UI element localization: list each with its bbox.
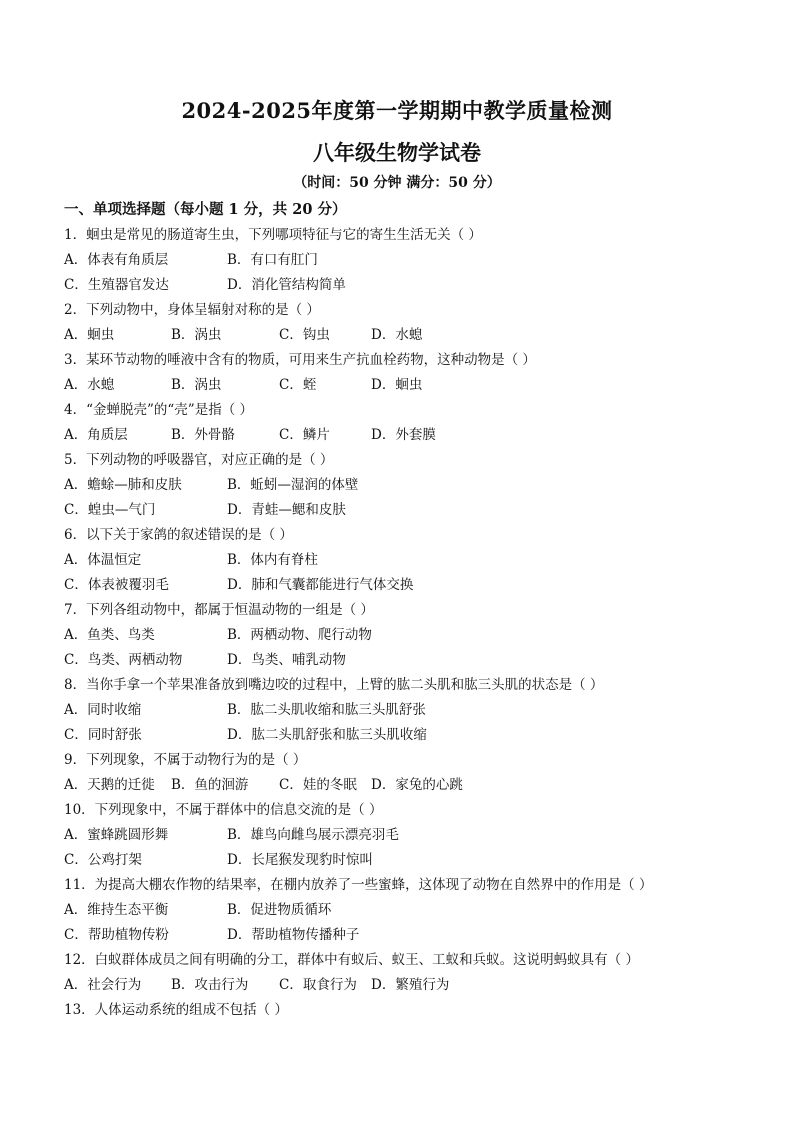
option-c: C．娃的冬眠 (279, 777, 357, 793)
option-a: A．社会行为 (64, 977, 142, 993)
option-a: A．蟾蜍—肺和皮肤 (64, 477, 182, 493)
option-row (64, 823, 754, 848)
option-b: B．鱼的洄游 (171, 777, 249, 793)
question-stem: 5．下列动物的呼吸器官，对应正确的是（ ） (64, 452, 334, 468)
option-c: C．取食行为 (279, 977, 357, 993)
option-row (64, 248, 754, 273)
time-note: （时间：50 分钟 满分：50 分） (293, 175, 501, 191)
option-a: A．鱼类、鸟类 (64, 627, 155, 643)
option-a: A．蛔虫 (64, 327, 115, 343)
question-stem: 1．蛔虫是常见的肠道寄生虫，下列哪项特征与它的寄生生活无关（ ） (64, 227, 482, 243)
option-c: C．钩虫 (279, 327, 330, 343)
question-2 (64, 298, 754, 348)
option-row (64, 423, 754, 448)
exam-subtitle: 八年级生物学试卷 (313, 140, 481, 165)
option-d: D．家兔的心跳 (371, 777, 463, 793)
question-3 (64, 348, 754, 398)
option-b: B．雄鸟向雌鸟展示漂亮羽毛 (227, 827, 399, 843)
option-row (64, 973, 754, 998)
option-a: A．体表有角质层 (64, 252, 169, 268)
option-d: D．鸟类、哺乳动物 (227, 652, 346, 668)
option-b: B．涡虫 (171, 377, 222, 393)
option-c: C．公鸡打架 (64, 852, 142, 868)
question-stem: 13．人体运动系统的组成不包括（ ） (64, 1002, 288, 1018)
option-c: C．蛭 (279, 377, 317, 393)
question-stem: 7．下列各组动物中，都属于恒温动物的一组是（ ） (64, 602, 374, 618)
option-row (64, 373, 754, 398)
question-4 (64, 398, 754, 448)
option-c: C．蝗虫—气门 (64, 502, 156, 518)
option-a: A．蜜蜂跳圆形舞 (64, 827, 169, 843)
option-row (64, 698, 754, 723)
question-11 (64, 873, 754, 948)
option-d: D．帮助植物传播种子 (227, 927, 360, 943)
option-d: D．水螅 (371, 327, 423, 343)
option-c: C．体表被覆羽毛 (64, 577, 169, 593)
option-row (64, 773, 754, 798)
option-row (64, 473, 754, 498)
option-row (64, 498, 754, 523)
option-d: D．青蛙—鳃和皮肤 (227, 502, 346, 518)
option-d: D．肺和气囊都能进行气体交换 (227, 577, 414, 593)
option-b: B．促进物质循环 (227, 902, 332, 918)
option-c: C．鳞片 (279, 427, 330, 443)
option-b: B．有口有肛门 (227, 252, 318, 268)
option-d: D．外套膜 (371, 427, 436, 443)
option-b: B．外骨骼 (171, 427, 235, 443)
question-9 (64, 748, 754, 798)
question-stem: 10．下列现象中，不属于群体中的信息交流的是（ ） (64, 802, 383, 818)
option-b: B．肱二头肌收缩和肱三头肌舒张 (227, 702, 426, 718)
option-b: B．攻击行为 (171, 977, 249, 993)
option-a: A．水螅 (64, 377, 115, 393)
question-stem: 8．当你手拿一个苹果准备放到嘴边咬的过程中，上臂的肱二头肌和肱三头肌的状态是（ ） (64, 677, 604, 693)
option-b: B．两栖动物、爬行动物 (227, 627, 372, 643)
option-row (64, 648, 754, 673)
question-6 (64, 523, 754, 598)
option-row (64, 898, 754, 923)
option-d: D．繁殖行为 (371, 977, 450, 993)
option-row (64, 848, 754, 873)
option-c: C．鸟类、两栖动物 (64, 652, 183, 668)
option-b: B．蚯蚓—湿润的体壁 (227, 477, 359, 493)
option-c: C．帮助植物传粉 (64, 927, 169, 943)
question-1 (64, 223, 754, 298)
question-12 (64, 948, 754, 998)
question-7 (64, 598, 754, 673)
question-8 (64, 673, 754, 748)
question-stem: 4．“金蝉脱壳”的“壳”是指（ ） (64, 402, 253, 418)
question-list (64, 223, 754, 1023)
option-a: A．角质层 (64, 427, 128, 443)
option-d: D．消化管结构简单 (227, 277, 346, 293)
option-a: A．同时收缩 (64, 702, 142, 718)
option-a: A．天鹅的迁徙 (64, 777, 155, 793)
option-row (64, 273, 754, 298)
question-stem: 2．下列动物中，身体呈辐射对称的是（ ） (64, 302, 320, 318)
question-stem: 11．为提高大棚农作物的结果率，在棚内放养了一些蜜蜂，这体现了动物在自然界中的作用是（ ） (64, 877, 653, 893)
exam-title: 2024-2025年度第一学期期中教学质量检测 (181, 98, 613, 123)
option-a: A．体温恒定 (64, 552, 142, 568)
question-stem: 12．白蚁群体成员之间有明确的分工，群体中有蚁后、蚁王、工蚁和兵蚁。这说明蚂蚁具有（ ） (64, 952, 639, 968)
question-10 (64, 798, 754, 873)
option-row (64, 548, 754, 573)
question-stem: 6．以下关于家鸽的叙述错误的是（ ） (64, 527, 293, 543)
option-row (64, 623, 754, 648)
option-c: C．同时舒张 (64, 727, 142, 743)
section-title: 一、单项选择题（每小题 1 分，共 20 分） (64, 201, 347, 218)
option-a: A．维持生态平衡 (64, 902, 169, 918)
question-stem: 3．某环节动物的唾液中含有的物质，可用来生产抗血栓药物，这种动物是（ ） (64, 352, 536, 368)
question-stem: 9．下列现象，不属于动物行为的是（ ） (64, 752, 307, 768)
option-row (64, 573, 754, 598)
question-5 (64, 448, 754, 523)
option-c: C．生殖器官发达 (64, 277, 169, 293)
option-b: B．体内有脊柱 (227, 552, 318, 568)
option-row (64, 723, 754, 748)
option-b: B．涡虫 (171, 327, 222, 343)
option-d: D．长尾猴发现豹时惊叫 (227, 852, 373, 868)
option-d: D．蛔虫 (371, 377, 423, 393)
option-d: D．肱二头肌舒张和肱三头肌收缩 (227, 727, 427, 743)
question-13 (64, 998, 754, 1023)
option-row (64, 323, 754, 348)
option-row (64, 923, 754, 948)
